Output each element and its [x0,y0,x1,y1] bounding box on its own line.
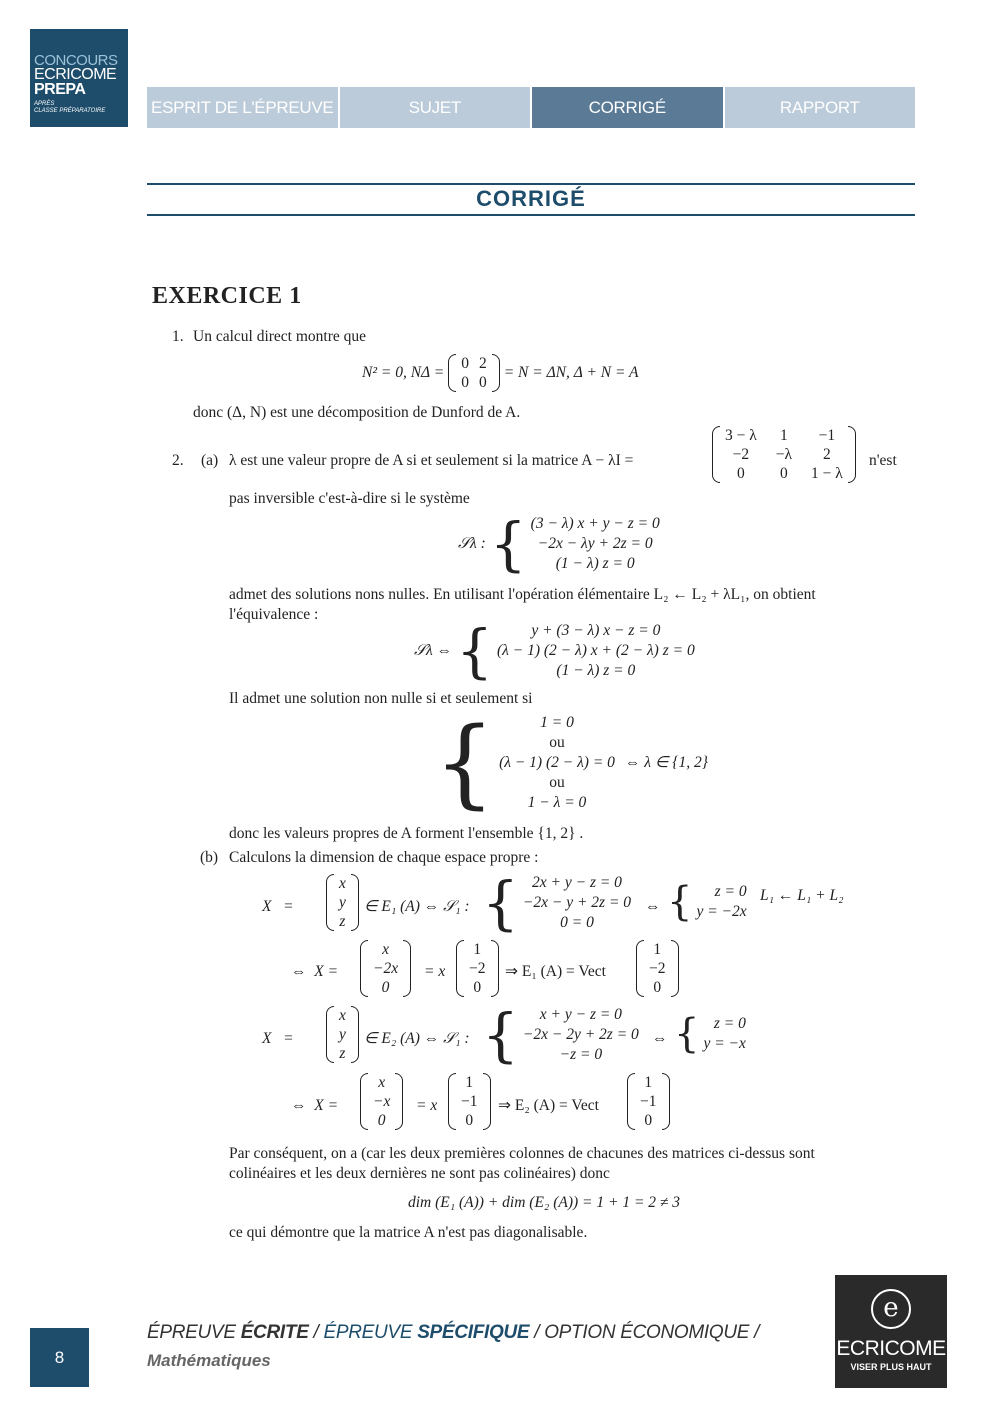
q1-number: 1. [172,328,184,345]
logo-line-prepa: PREPA [34,81,86,98]
title-rule-bottom [147,214,915,216]
r2-mid: = x [424,963,446,980]
r4-mid: = x [416,1097,438,1114]
system-equivalence: 𝒮λ ⇔ { y + (3 − λ) x − z = 0 (λ − 1) (2 − λ) x + (2 − λ) z = 0 (1 − λ) z = 0 [414,617,695,685]
q2a-line5: Il admet une solution non nulle si et seulement si [229,690,533,707]
footer-subject: Mathématiques [147,1351,271,1370]
system-s-lambda: 𝒮λ : { (3 − λ) x + y − z = 0 −2x − λy + 2z = 0 (1 − λ) z = 0 [458,510,660,578]
r2-vector3: 1 −2 0 [636,940,679,997]
footer-exam-line: ÉPREUVE ÉCRITE / ÉPREUVE SPÉCIFIQUE / OPTION ÉCONOMIQUE / [147,1322,760,1343]
ecricome-e-icon: e [871,1289,911,1329]
ecricome-tagline: VISER PLUS HAUT [850,1362,932,1372]
r4-vector1: x −x 0 [360,1073,403,1130]
r4-vector3: 1 −1 0 [627,1073,670,1130]
page-number: 8 [30,1328,89,1387]
logo-line-concours: CONCOURS [34,52,118,69]
system-nonzero: { 1 = 0 ou (λ − 1) (2 − λ) = 0 ou 1 − λ = 0 ⇔ λ ∈ {1, 2} [434,707,708,819]
tab-sujet[interactable]: SUJET [340,87,531,128]
r3-system2: { z = 0 y = −x [674,1011,746,1057]
r1-operation: L₁ ← L₁ + L₂ [760,887,844,904]
concours-logo [30,29,128,127]
q2a-line3: admet des solutions nons nulles. En utilisant l'opération élémentaire L₂ ← L₂ + λL₁, on obtient [229,586,816,603]
q2b-conc1: Par conséquent, on a (car les deux premières colonnes de chacunes des matrices ci-dessus sont [229,1145,815,1162]
tab-corrige[interactable]: CORRIGÉ [532,87,723,128]
logo-line-apres: APRÈS CLASSE PRÉPARATOIRE [34,101,106,114]
q2b-label: (b) [200,849,219,866]
q1-conclusion: donc (Δ, N) est une décomposition de Dunford de A. [193,404,521,421]
r1-lhs: X = [262,898,294,915]
q1-matrix: 0 2 0 0 [448,354,500,392]
r1-vector: x y z [326,874,359,931]
q1-eq-left: N² = 0, NΔ = [362,364,445,381]
r2-vector2: 1 −2 0 [456,940,499,997]
page-title: CORRIGÉ [476,186,586,211]
r3-mid: ∈ E₂ (A) ⇔ 𝒮₁ : [364,1030,470,1047]
q2a-line1-end: n'est [869,452,897,469]
r4-vector2: 1 −1 0 [448,1073,491,1130]
r1-mid: ∈ E₁ (A) ⇔ 𝒮₁ : [364,898,470,915]
r4-lhs: ⇔ X = [291,1097,339,1114]
ecricome-logo [835,1275,947,1388]
q2b-conc3: ce qui démontre que la matrice A n'est pas diagonalisable. [229,1224,588,1241]
section-tabs [147,87,915,128]
r3-lhs: X = [262,1030,294,1047]
r2-mid2: ⇒ E₁ (A) = Vect [505,963,606,980]
q2-number: 2. [172,452,184,469]
r2-vector1: x −2x 0 [360,940,411,997]
q2a-line6: donc les valeurs propres de A forment l'ensemble {1, 2} . [229,825,584,842]
r1-system2: { z = 0 y = −2x [667,879,747,925]
ecricome-name: ECRICOME [836,1337,946,1360]
dim-equation: dim (E₁ (A)) + dim (E₂ (A)) = 1 + 1 = 2 ≠ 3 [408,1194,681,1211]
r3-arrow: ⇔ [652,1030,668,1047]
q2a-line2: pas inversible c'est-à-dire si le système [229,490,470,507]
r2-lhs: ⇔ X = [291,963,339,980]
tab-rapport[interactable]: RAPPORT [725,87,916,128]
q1-intro: Un calcul direct montre que [193,328,367,345]
r1-arrow: ⇔ [645,898,661,915]
q2a-label: (a) [201,452,219,469]
brace: { [489,510,527,578]
logo-line-ecricome: ECRICOME [34,66,117,83]
r3-system: { x + y − z = 0 −2x − 2y + 2z = 0 −z = 0 [482,1001,639,1069]
r3-vector: x y z [326,1006,359,1063]
r4-mid2: ⇒ E₂ (A) = Vect [498,1097,599,1114]
q2b-conc2: colinéaires et les deux dernières ne sont pas colinéaires) donc [229,1165,610,1182]
q2a-matrix: 3 − λ 1 −1 −2 −λ 2 0 0 1 − λ [712,426,856,483]
r1-system: { 2x + y − z = 0 −2x − y + 2z = 0 0 = 0 [482,869,632,937]
title-rule-top [147,183,915,185]
exercise-title: EXERCICE 1 [152,283,302,309]
q1-eq-right: = N = ΔN, Δ + N = A [503,364,639,381]
tab-esprit[interactable]: ESPRIT DE L'ÉPREUVE [147,87,338,128]
q2a-line1: λ est une valeur propre de A si et seulement si la matrice A − λI = [229,452,634,469]
q2b-intro: Calculons la dimension de chaque espace propre : [229,849,539,866]
q1-equation [362,354,639,392]
q2a-line4: l'équivalence : [229,606,319,623]
